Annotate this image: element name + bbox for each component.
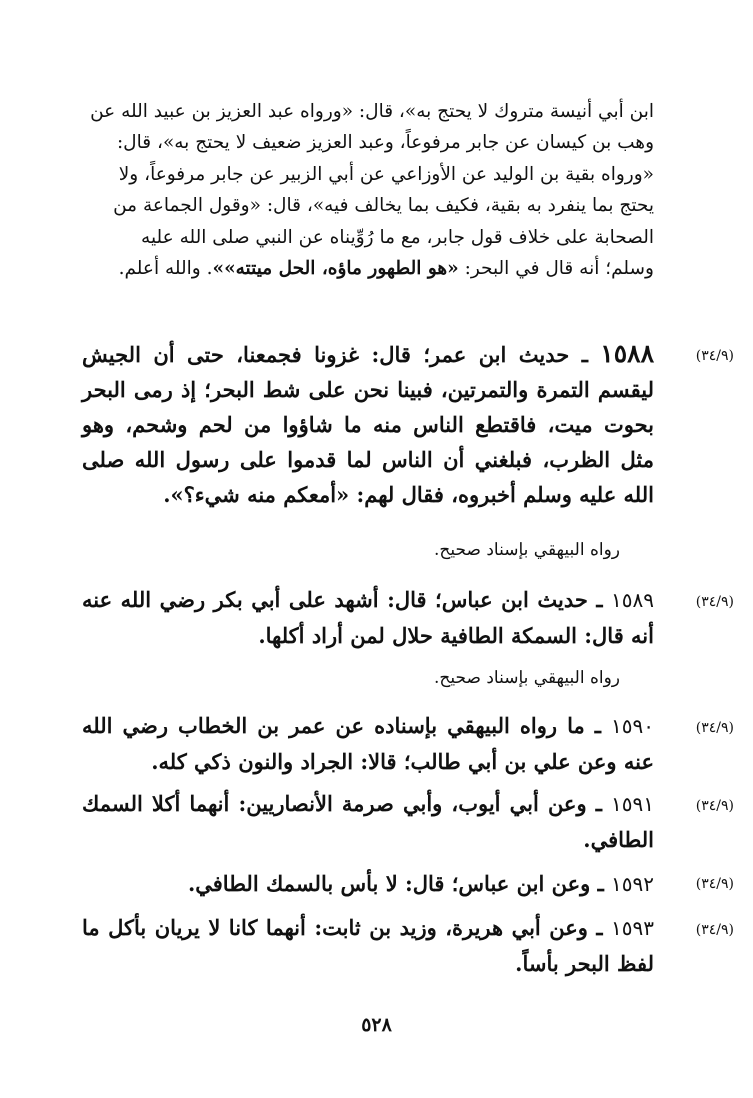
commentary-line: الصحابة على خلاف قول جابر، مع ما رُوِّيناه عن النبي صلى الله عليه xyxy=(141,226,654,248)
hadith-text: ـ ما رواه البيهقي بإسناده عن عمر بن الخطاب رضي الله عنه وعن علي بن أبي طالب؛ قالا: الجراد والنون ذكي كله. xyxy=(82,713,654,774)
hadith-number: ١٥٩٣ xyxy=(611,916,655,940)
commentary-line: وهب بن كيسان عن جابر مرفوعاً، وعبد العزيز ضعيف لا يحتج به»، قال: xyxy=(116,132,654,154)
commentary-line: «ورواه بقية بن الوليد عن الأوزاعي عن أبي الزبير عن جابر مرفوعاً، ولا xyxy=(118,163,654,185)
hadith-number: ١٥٨٨ xyxy=(600,339,654,368)
source-note: رواه البيهقي بإسناد صحيح. xyxy=(434,668,620,688)
hadith-text: ـ حديث ابن عمر؛ قال: غزونا فجمعنا، حتى أن الجيش ليقسم التمرة والتمرتين، فبينا نحن على شط البحر؛ إذ رمى البحر بحوت ميت، فاقتطع الناس منه ما شاؤوا من لحم وشحم، وهو مثل الظرب، فبلغني أن الناس لما قدموا على رسول الله صلى الله عليه وسلم أخبروه، فقال لهم: «أمعكم منه شيء؟». xyxy=(82,342,654,507)
volume-page-reference: (٣٤/٩) xyxy=(695,720,734,736)
commentary-line xyxy=(82,253,654,284)
hadith-number: ١٥٩٢ xyxy=(611,872,654,896)
commentary-paragraph xyxy=(82,96,654,284)
hadith-text: ـ حديث ابن عباس؛ قال: أشهد على أبي بكر رضي الله عنه أنه قال: السمكة الطافية حلال لمن أراد أكلها. xyxy=(82,587,654,648)
hadith-entry xyxy=(82,910,654,981)
hadith-number: ١٥٨٩ xyxy=(611,588,654,612)
volume-page-reference: (٣٤/٩) xyxy=(695,798,734,814)
hadith-text: ـ وعن ابن عباس؛ قال: لا بأس بالسمك الطافي. xyxy=(187,871,604,896)
commentary-line: ابن أبي أنيسة متروك لا يحتج به»، قال: «ورواه عبد العزيز بن عبيد الله عن xyxy=(90,101,654,122)
volume-page-reference: (٣٤/٩) xyxy=(695,922,734,938)
hadith-entry xyxy=(82,708,654,779)
hadith-number: ١٥٩٠ xyxy=(611,714,654,738)
volume-page-reference: (٣٤/٩) xyxy=(695,594,734,610)
commentary-text: وسلم؛ أنه قال في البحر: xyxy=(458,258,654,280)
volume-page-reference: (٣٤/٩) xyxy=(695,876,734,892)
commentary-text: . والله أعلم. xyxy=(118,258,213,280)
hadith-entry xyxy=(82,786,654,857)
volume-page-reference: (٣٤/٩) xyxy=(695,348,734,364)
source-note: رواه البيهقي بإسناد صحيح. xyxy=(434,540,620,560)
commentary-line: يحتج بما ينفرد به بقية، فكيف بما يخالف فيه»، قال: «وقول الجماعة من xyxy=(113,195,654,217)
hadith-text: ـ وعن أبي أيوب، وأبي صرمة الأنصاريين: أنهما أكلا السمك الطافي. xyxy=(82,791,654,852)
page-number: ٥٢٨ xyxy=(361,1014,392,1036)
hadith-entry xyxy=(82,582,654,653)
hadith-quote: «هو الطهور ماؤه، الحل ميتته»» xyxy=(212,258,459,280)
hadith-entry xyxy=(82,336,654,512)
hadith-entry xyxy=(82,866,654,902)
hadith-number: ١٥٩١ xyxy=(611,792,654,816)
hadith-text: ـ وعن أبي هريرة، وزيد بن ثابت: أنهما كانا لا يريان بأكل ما لفظ البحر بأساً. xyxy=(82,915,654,976)
